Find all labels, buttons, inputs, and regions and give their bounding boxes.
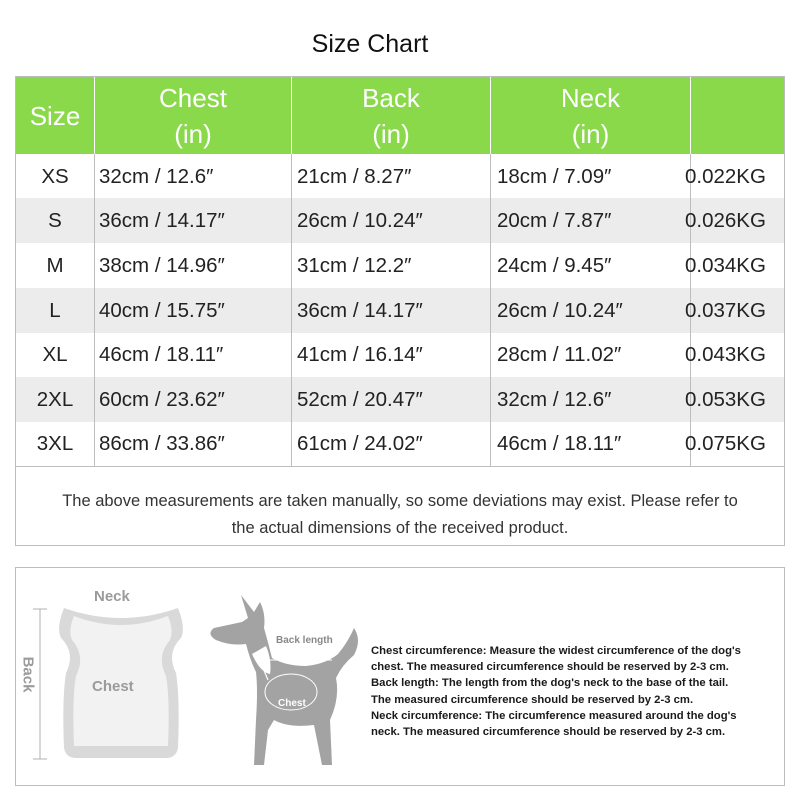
cell-weight: 0.037KG <box>685 299 766 322</box>
header-chest-unit: (in) <box>174 118 212 149</box>
measurement-note-line1: The above measurements are taken manually, so some deviations may exist. Please refer to <box>62 492 738 510</box>
header-chest-label: Chest <box>159 82 227 113</box>
size-chart-table <box>15 76 785 546</box>
dog-icon <box>206 580 366 780</box>
cell-back: 52cm / 20.47″ <box>297 388 423 411</box>
description-line: Back length: The length from the dog's neck to the base of the tail. <box>371 677 729 690</box>
cell-back: 31cm / 12.2″ <box>297 254 412 277</box>
cell-weight: 0.022KG <box>685 165 766 188</box>
cell-weight: 0.034KG <box>685 254 766 277</box>
description-line: Chest circumference: Measure the widest circumference of the dog's <box>371 645 741 657</box>
shirt-chest-label: Chest <box>92 678 134 695</box>
cell-back: 61cm / 24.02″ <box>297 432 423 455</box>
measurement-note-line2: the actual dimensions of the received product. <box>231 519 569 537</box>
description-line: Neck circumference: The circumference measured around the dog's <box>371 709 737 722</box>
cell-back: 21cm / 8.27″ <box>297 165 412 188</box>
cell-neck: 28cm / 11.02″ <box>497 343 622 366</box>
cell-weight: 0.026KG <box>685 209 766 232</box>
cell-neck: 32cm / 12.6″ <box>497 388 612 411</box>
cell-size: 3XL <box>36 432 74 455</box>
measurement-guide <box>15 567 785 786</box>
column-divider <box>490 154 491 466</box>
header-weight <box>691 77 784 154</box>
header-back-label: Back <box>362 82 420 113</box>
cell-weight: 0.043KG <box>685 343 766 366</box>
measurement-note <box>16 488 784 542</box>
cell-neck: 20cm / 7.87″ <box>497 209 612 232</box>
cell-size: L <box>49 299 61 322</box>
cell-back: 26cm / 10.24″ <box>297 209 423 232</box>
shirt-back-label: Back <box>19 656 37 693</box>
cell-weight: 0.053KG <box>685 388 766 411</box>
description-line: chest. The measured circumference should be reserved by 2-3 cm. <box>371 661 729 674</box>
cell-neck: 18cm / 7.09″ <box>497 165 612 188</box>
cell-neck: 24cm / 9.45″ <box>497 254 612 277</box>
shirt-neck-label: Neck <box>94 588 130 605</box>
description-line: The measured circumference should be reserved by 2-3 cm. <box>371 693 694 706</box>
cell-chest: 86cm / 33.86″ <box>99 432 225 455</box>
header-chest <box>95 77 291 154</box>
header-back-unit: (in) <box>372 118 410 149</box>
dog-neck-label: Neck <box>211 658 235 669</box>
cell-size: M <box>46 254 64 277</box>
cell-chest: 60cm / 23.62″ <box>99 388 225 411</box>
cell-weight: 0.075KG <box>685 432 766 455</box>
header-neck <box>491 77 690 154</box>
header-size-label: Size <box>29 100 81 131</box>
column-divider <box>94 154 95 466</box>
cell-size: 2XL <box>36 388 74 411</box>
cell-chest: 46cm / 18.11″ <box>99 343 224 366</box>
cell-chest: 40cm / 15.75″ <box>99 299 225 322</box>
table-bottom-divider <box>16 466 784 467</box>
cell-size: XL <box>42 343 68 366</box>
dog-chest-label: Chest <box>278 698 306 709</box>
dog-back-length-label: Back length <box>276 635 333 646</box>
cell-back: 36cm / 14.17″ <box>297 299 423 322</box>
header-back <box>292 77 490 154</box>
header-neck-label: Neck <box>560 82 621 113</box>
cell-chest: 36cm / 14.17″ <box>99 209 225 232</box>
description-line: neck. The measured circumference should be reserved by 2-3 cm. <box>371 726 726 739</box>
measurement-descriptions <box>371 643 783 740</box>
cell-size: XS <box>41 165 69 188</box>
cell-back: 41cm / 16.14″ <box>297 343 423 366</box>
cell-chest: 38cm / 14.96″ <box>99 254 225 277</box>
cell-neck: 26cm / 10.24″ <box>497 299 623 322</box>
header-neck-unit: (in) <box>571 118 610 149</box>
page-title: Size Chart <box>311 30 429 58</box>
header-size <box>16 77 94 154</box>
column-divider <box>291 154 292 466</box>
cell-neck: 46cm / 18.11″ <box>497 432 622 455</box>
cell-chest: 32cm / 12.6″ <box>99 165 214 188</box>
dog-silhouette <box>210 595 358 765</box>
cell-size: S <box>48 209 62 232</box>
